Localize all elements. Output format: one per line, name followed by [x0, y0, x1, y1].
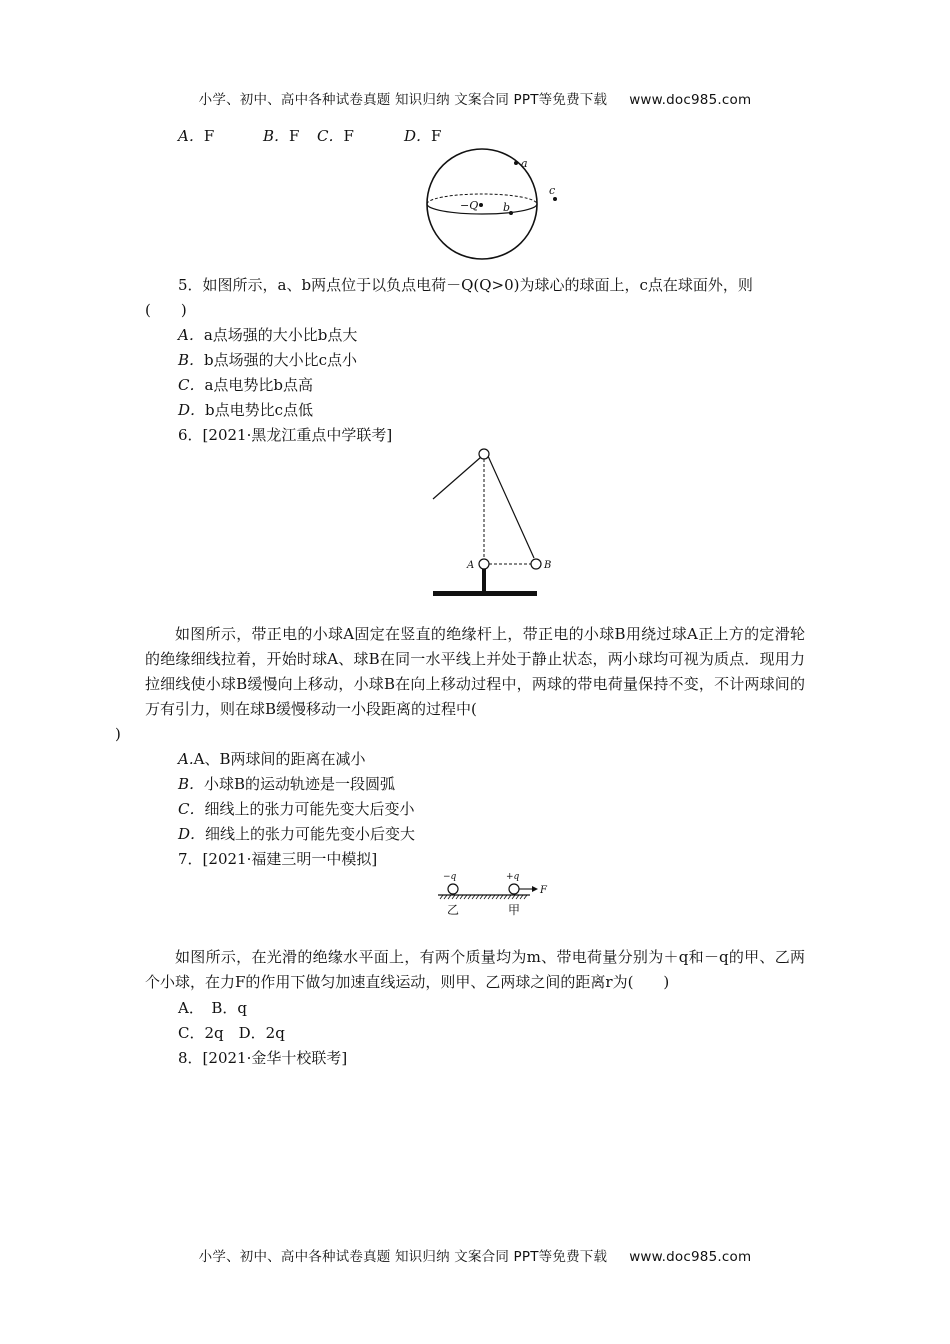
q6-option-d — [178, 823, 415, 845]
label-b: b — [503, 201, 511, 214]
q4-option-b — [263, 125, 299, 147]
footer-text: 小学、初中、高中各种试卷真题 知识归纳 文案合同 PPT等免费下载 — [198, 1249, 608, 1265]
q5-option-a-text: a点场强的大小比b点大 — [203, 326, 358, 344]
label-ball-b: B — [544, 560, 552, 571]
q4-option-a — [178, 125, 214, 147]
q4-option-c — [317, 125, 354, 147]
q5-option-b — [178, 349, 357, 371]
q6-paragraph-text: 如图所示，带正电的小球A固定在竖直的绝缘杆上，带正电的小球B用绕过球A正上方的定滑轮的绝缘细线拉着，开始时球A、球B在同一水平线上并处于静止状态，两小球均可视为质点．现用力拉细线使小球B缓慢向上移动，小球B在向上移动过程中，两球的带电荷量保持不变，不计两球间的万有引力，则在球B缓慢移动一小段距离的过程中( — [145, 625, 805, 718]
q6-option-c-text: 细线上的张力可能先变大后变小 — [204, 800, 415, 818]
q6-option-a-label: A. — [178, 750, 194, 768]
q5-option-b-text: b点场强的大小比c点小 — [204, 351, 358, 369]
page-header — [0, 88, 950, 108]
q5-option-c — [178, 374, 313, 396]
q6-blank: ) — [115, 725, 121, 743]
q5-stem: 5．如图所示，a、b两点位于以负点电荷－Q(Q>0)为球心的球面上，c点在球面外，则 — [178, 276, 753, 294]
label-a: a — [521, 157, 528, 170]
footer-site: www.doc985.com — [629, 1249, 752, 1265]
label-minus-q: −Q — [460, 199, 479, 212]
q6-option-a — [178, 748, 365, 770]
header-text: 小学、初中、高中各种试卷真题 知识归纳 文案合同 PPT等免费下载 — [198, 92, 608, 108]
label-c: c — [549, 184, 556, 197]
header-site: www.doc985.com — [629, 92, 752, 108]
ball-b — [531, 559, 541, 569]
label-ball-a: A — [467, 560, 475, 571]
label-minus-q: −q — [443, 872, 457, 882]
q7-source: 7．[2021·福建三明一中模拟] — [178, 850, 378, 868]
point-c-dot — [553, 197, 557, 201]
q5-option-c-label: C． — [178, 376, 205, 394]
string-to-b — [488, 456, 534, 558]
q6-option-b-text: 小球B的运动轨迹是一段圆弧 — [204, 775, 396, 793]
q6-option-d-text: 细线上的张力可能先变小后变大 — [205, 825, 416, 843]
q5-option-a-label: A． — [178, 326, 204, 344]
insulating-rod — [482, 569, 486, 593]
q4-option-d-label: D． — [404, 127, 432, 145]
label-jia: 甲 — [508, 903, 521, 917]
q4-option-d-text: F — [431, 127, 442, 145]
pull-string — [433, 457, 481, 499]
equator-back — [427, 194, 537, 204]
page-footer — [0, 1245, 950, 1265]
label-plus-q: +q — [506, 872, 520, 882]
label-force: F — [540, 885, 547, 896]
q6-source: 6．[2021·黑龙江重点中学联考] — [178, 426, 393, 444]
q4-option-d — [404, 125, 441, 147]
q6-option-c — [178, 798, 415, 820]
q7-options-row2: C．2q D．2q — [178, 1024, 285, 1042]
q6-option-b-label: B． — [178, 775, 205, 793]
base-plate — [433, 591, 537, 596]
q5-option-d — [178, 399, 313, 421]
ball-yi — [448, 884, 458, 894]
q4-option-c-text: F — [343, 127, 354, 145]
q6-option-d-label: D． — [178, 825, 206, 843]
q8-source: 8．[2021·金华十校联考] — [178, 1049, 348, 1067]
q5-option-d-label: D． — [178, 401, 206, 419]
q7-options-row1: A． B．q — [178, 999, 247, 1017]
q5-option-a — [178, 324, 357, 346]
ball-jia — [509, 884, 519, 894]
q6-paragraph — [115, 622, 805, 747]
q6-option-b — [178, 773, 395, 795]
q6-option-c-label: C． — [178, 800, 205, 818]
charge-center-dot — [479, 203, 483, 207]
label-yi: 乙 — [447, 903, 460, 917]
q7-paragraph: 如图所示，在光滑的绝缘水平面上，有两个质量均为m、带电荷量分别为＋q和－q的甲、乙两个小球，在力F的作用下做匀加速直线运动，则甲、乙两球之间的距离r为( ) — [145, 948, 805, 991]
ball-a — [479, 559, 489, 569]
q4-option-a-label: A． — [178, 127, 204, 145]
q5-option-c-text: a点电势比b点高 — [204, 376, 314, 394]
point-a-dot — [514, 161, 518, 165]
q4-option-b-label: B． — [263, 127, 290, 145]
q6-figure — [425, 445, 555, 605]
q4-option-b-text: F — [289, 127, 300, 145]
pulley — [479, 449, 489, 459]
q5-option-b-label: B． — [178, 351, 205, 369]
q4-option-c-label: C． — [317, 127, 344, 145]
q7-figure — [430, 868, 560, 920]
q5-sphere-figure — [420, 145, 580, 265]
force-arrow-head — [532, 886, 538, 892]
q5-option-d-text: b点电势比c点低 — [205, 401, 314, 419]
q6-option-a-text: A、B两球间的距离在减小 — [193, 750, 366, 768]
q5-blank: ( ) — [145, 301, 187, 319]
q4-option-a-text: F — [203, 127, 215, 145]
